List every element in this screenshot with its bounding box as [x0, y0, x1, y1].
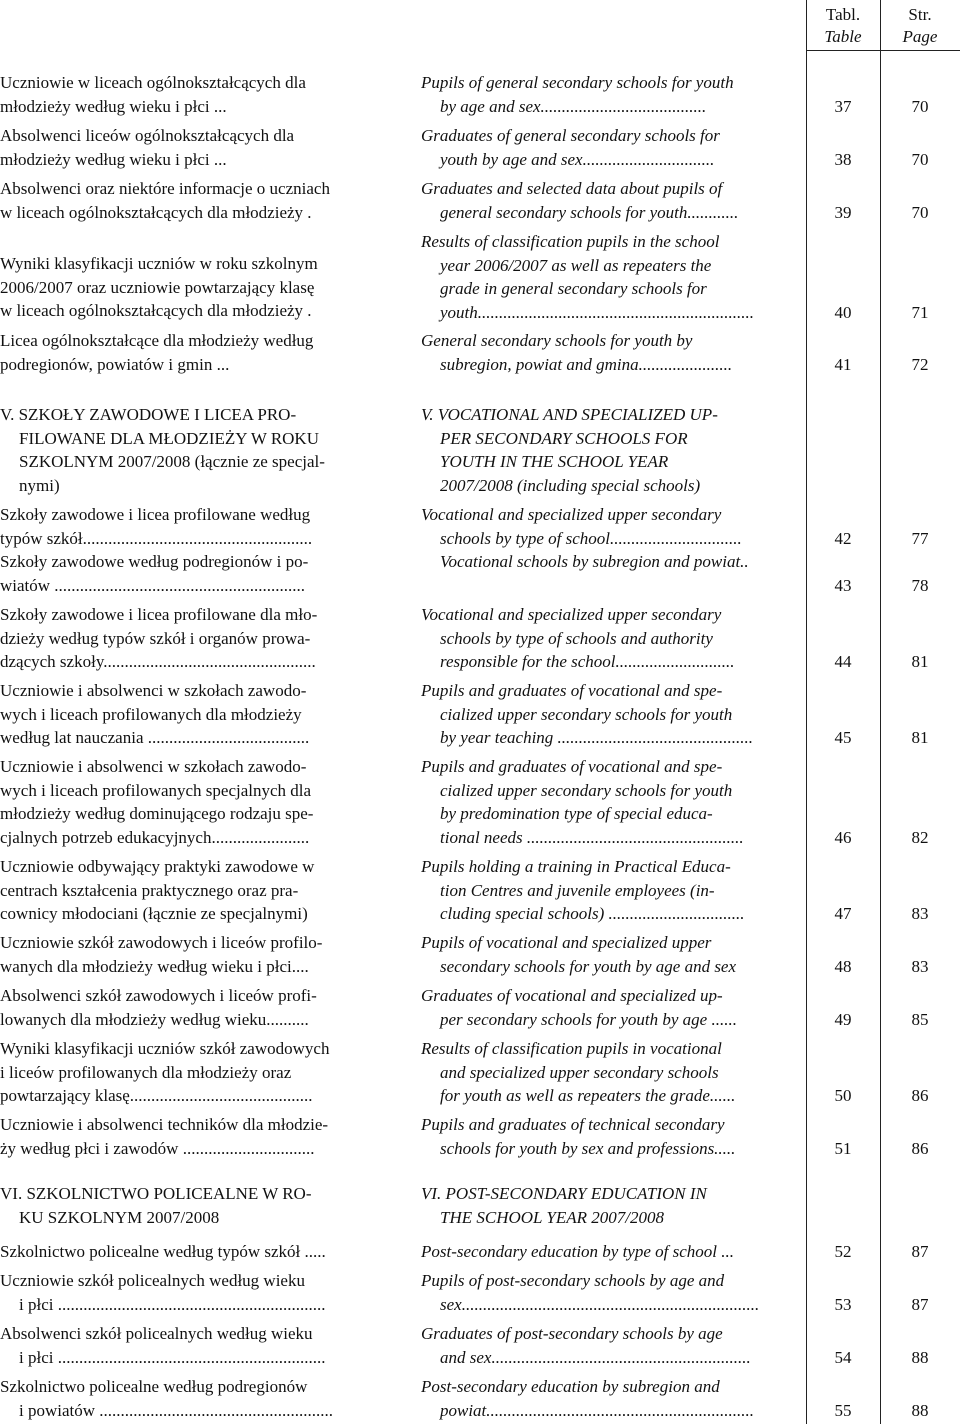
- entry-title-en: [421, 603, 801, 674]
- entry-title-pl-line: Uczniowie i absolwenci w szkołach zawodo-: [0, 681, 307, 700]
- entry-title-en-line: tional needs ...................................................: [440, 827, 744, 847]
- entry-title-en: [421, 71, 801, 118]
- entry-title-en-line: subregion, powiat and gmina......................: [440, 354, 733, 374]
- entry-title-en-line: schools by type of schools and authority: [440, 628, 713, 648]
- entry-title-pl-line: Uczniowie w liceach ogólnokształcących dla: [0, 73, 306, 92]
- page-label: Page: [902, 27, 938, 46]
- page-number[interactable]: 86: [911, 1086, 929, 1105]
- entry-title-en: [421, 931, 801, 978]
- entry-title-en-line: year 2006/2007 as well as repeaters the: [440, 255, 712, 275]
- entry-title-pl: [0, 1240, 392, 1264]
- entry-title-en-line: cialized upper secondary schools for youth: [440, 780, 733, 800]
- page-number[interactable]: 87: [911, 1294, 929, 1314]
- entry-title-en-line: secondary schools for youth by age and sex: [440, 956, 737, 976]
- table-number: 46: [834, 827, 852, 847]
- page-number[interactable]: 70: [911, 202, 929, 222]
- entry-title-en-line: Pupils and graduates of technical secondary: [421, 1115, 725, 1134]
- entry-title-en-line: powiat...............................................................: [440, 1400, 755, 1420]
- table-number: 53: [834, 1294, 852, 1314]
- entry-title-pl: [0, 603, 392, 674]
- header-rule: [806, 50, 960, 51]
- entry-title-en: [421, 855, 801, 926]
- entry-title-en-line: Graduates of vocational and specialized up-: [421, 986, 723, 1005]
- entry-title-pl-line: 2006/2007 oraz uczniowie powtarzający klasę: [0, 277, 315, 297]
- entry-title-pl: [0, 984, 392, 1031]
- entry-title-pl-line: dzących szkoły..................................................: [0, 652, 316, 671]
- entry-title-en-line: per secondary schools for youth by age ......: [440, 1009, 737, 1029]
- page-number[interactable]: 82: [911, 827, 929, 847]
- page-number[interactable]: 83: [911, 956, 929, 976]
- page-number[interactable]: 87: [911, 1242, 929, 1261]
- entry-title-pl-line: w liceach ogólnokształcących dla młodzieży .: [0, 301, 312, 320]
- table-number: 42: [834, 528, 852, 548]
- entry-title-pl-line: młodzieży według wieku i płci ...: [0, 96, 227, 116]
- entry-title-en-line: by predomination type of special educa-: [440, 804, 713, 823]
- section-title-pl-line: KU SZKOLNYM 2007/2008: [19, 1207, 220, 1227]
- table-number: 55: [834, 1400, 852, 1420]
- table-number: 39: [834, 202, 852, 222]
- entry-title-en-line: for youth as well as repeaters the grade......: [440, 1086, 736, 1105]
- table-column-header: [806, 4, 880, 48]
- page-number[interactable]: 88: [911, 1347, 929, 1367]
- entry-title-en-line: Post-secondary education by subregion and: [421, 1377, 720, 1396]
- entry-title-pl: [0, 1322, 392, 1369]
- entry-title-en-line: cluding special schools) ................................: [440, 904, 745, 923]
- table-number: 43: [834, 575, 852, 595]
- entry-title-pl-line: wanych dla młodzieży według wieku i płci....: [0, 956, 309, 976]
- page-number[interactable]: 83: [911, 904, 929, 923]
- entry-title-pl-line: wiatów ...........................................................: [0, 575, 306, 595]
- entry-title-pl: [0, 1375, 392, 1422]
- entry-title-pl-line: cjalnych potrzeb edukacyjnych.......................: [0, 827, 310, 847]
- entry-title-en-line: sex......................................................................: [440, 1294, 760, 1314]
- section-title-en: [421, 1182, 801, 1229]
- section-title-en-line: PER SECONDARY SCHOOLS FOR: [440, 428, 688, 448]
- table-number: 38: [834, 149, 852, 169]
- table-number: 37: [834, 96, 852, 116]
- entry-title-en-line: Results of classification pupils in vocational: [421, 1039, 722, 1058]
- page-number[interactable]: 85: [911, 1009, 929, 1029]
- entry-title-en-line: general secondary schools for youth............: [440, 202, 739, 222]
- entry-title-pl-line: cownicy młodociani (łącznie ze specjalnymi): [0, 904, 308, 923]
- entry-title-en-line: grade in general secondary schools for: [440, 279, 707, 298]
- entry-title-pl-line: i płci ...............................................................: [19, 1294, 326, 1314]
- section-title-pl-line: nymi): [19, 475, 60, 495]
- page-number[interactable]: 81: [911, 728, 929, 747]
- entry-title-en-line: General secondary schools for youth by: [421, 331, 693, 350]
- page-number[interactable]: 70: [911, 96, 929, 116]
- section-title-en-line: THE SCHOOL YEAR 2007/2008: [440, 1207, 665, 1227]
- entry-title-pl-line: lowanych dla młodzieży według wieku..........: [0, 1009, 309, 1029]
- entry-title-pl: [0, 931, 392, 978]
- entry-title-en: [421, 329, 801, 376]
- page-number[interactable]: 88: [911, 1400, 929, 1420]
- table-label: Table: [824, 27, 862, 46]
- entry-title-en-line: Vocational and specialized upper secondary: [421, 605, 722, 624]
- table-number: 52: [834, 1242, 852, 1261]
- entry-title-en-line: Graduates of post-secondary schools by age: [421, 1324, 723, 1343]
- entry-title-pl-line: Szkolnictwo policealne według typów szkół .....: [0, 1242, 326, 1261]
- entry-title-pl: [0, 855, 392, 926]
- page-number[interactable]: 71: [911, 302, 929, 322]
- str-label: Str.: [908, 5, 932, 24]
- entry-title-pl-line: wych i liceach profilowanych dla młodzieży: [0, 704, 302, 724]
- entry-title-en-line: Pupils holding a training in Practical Educa-: [421, 857, 731, 876]
- entry-title-pl-line: Absolwenci liceów ogólnokształcących dla: [0, 126, 295, 145]
- table-number: 50: [834, 1086, 852, 1105]
- section-title-en-line: YOUTH IN THE SCHOOL YEAR: [440, 452, 669, 471]
- section-title-pl-line: FILOWANE DLA MŁODZIEŻY W ROKU: [19, 428, 319, 448]
- entry-title-en-line: youth.................................................................: [440, 302, 755, 322]
- section-title-pl: [0, 1182, 392, 1229]
- entry-title-en: [421, 550, 801, 574]
- table-number: 40: [834, 302, 852, 322]
- entry-title-en-line: and specialized upper secondary schools: [440, 1062, 719, 1082]
- entry-title-pl-line: Uczniowie szkół policealnych według wieku: [0, 1271, 305, 1290]
- entry-title-en-line: Pupils of post-secondary schools by age and: [421, 1271, 725, 1290]
- entry-title-pl: [0, 1113, 392, 1160]
- entry-title-en: [421, 177, 801, 224]
- entry-title-en: [421, 755, 801, 849]
- entry-title-pl: [0, 755, 392, 849]
- entry-title-pl-line: Licea ogólnokształcące dla młodzieży według: [0, 331, 314, 350]
- table-number: 47: [834, 904, 852, 923]
- page-number[interactable]: 72: [911, 354, 929, 374]
- entry-title-pl-line: młodzieży według wieku i płci ...: [0, 149, 227, 169]
- section-title-pl-line: VI. SZKOLNICTWO POLICEALNE W RO-: [0, 1184, 312, 1203]
- entry-title-pl-line: dzieży według typów szkół i organów prowa-: [0, 628, 311, 648]
- table-number: 49: [834, 1009, 852, 1029]
- entry-title-en: [421, 1037, 801, 1108]
- entry-title-pl: [0, 124, 392, 171]
- entry-title-en-line: Results of classification pupils in the school: [421, 232, 720, 251]
- page-number[interactable]: 78: [911, 575, 929, 595]
- entry-title-en-line: youth by age and sex...............................: [440, 149, 715, 169]
- entry-title-en: [421, 1269, 801, 1316]
- entry-title-en: [421, 1240, 801, 1264]
- entry-title-pl-line: i liceów profilowanych dla młodzieży oraz: [0, 1062, 292, 1082]
- entry-title-pl: [0, 1037, 392, 1108]
- entry-title-en-line: tion Centres and juvenile employees (in-: [440, 880, 715, 900]
- entry-title-pl-line: Absolwenci szkół policealnych według wieku: [0, 1324, 313, 1343]
- entry-title-pl-line: Wyniki klasyfikacji uczniów szkół zawodowych: [0, 1039, 330, 1058]
- entry-title-en: [421, 1375, 801, 1422]
- section-title-pl-line: SZKOLNYM 2007/2008 (łącznie ze specjal-: [19, 452, 325, 471]
- entry-title-pl: [0, 329, 392, 376]
- entry-title-en-line: responsible for the school............................: [440, 652, 735, 671]
- entry-title-en: [421, 124, 801, 171]
- entry-title-en-line: and sex.............................................................: [440, 1347, 751, 1367]
- entry-title-pl: [0, 679, 392, 750]
- entry-title-pl-line: centrach kształcenia praktycznego oraz pra-: [0, 880, 299, 900]
- entry-title-en-line: Pupils of general secondary schools for youth: [421, 73, 734, 92]
- entry-title-pl-line: Absolwenci oraz niektóre informacje o uczniach: [0, 179, 330, 198]
- table-number: 51: [834, 1138, 852, 1158]
- entry-title-en-line: cialized upper secondary schools for youth: [440, 704, 733, 724]
- entry-title-en-line: Graduates of general secondary schools for: [421, 126, 720, 145]
- entry-title-en-line: Pupils and graduates of vocational and spe-: [421, 757, 723, 776]
- entry-title-en-line: schools by type of school...............................: [440, 528, 742, 548]
- entry-title-en: [421, 1322, 801, 1369]
- entry-title-pl-line: i płci ...............................................................: [19, 1347, 326, 1367]
- entry-title-pl-line: w liceach ogólnokształcących dla młodzieży .: [0, 202, 312, 222]
- page-number[interactable]: 70: [911, 149, 929, 169]
- entry-title-pl-line: powtarzający klasę...........................................: [0, 1086, 313, 1105]
- entry-title-pl: [0, 1269, 392, 1316]
- entry-title-pl-line: Wyniki klasyfikacji uczniów w roku szkolnym: [0, 254, 318, 273]
- entry-title-pl: [0, 550, 392, 597]
- entry-title-en-line: Post-secondary education by type of school ...: [421, 1242, 735, 1261]
- entry-title-en-line: Vocational schools by subregion and powiat..: [440, 552, 749, 571]
- page-column-header: [880, 4, 960, 48]
- entry-title-pl-line: Szkoły zawodowe i licea profilowane dla mło-: [0, 605, 318, 624]
- entry-title-pl-line: Uczniowie szkół zawodowych i liceów profilo-: [0, 933, 323, 952]
- entry-title-pl-line: podregionów, powiatów i gmin ...: [0, 354, 230, 374]
- entry-title-en-line: Graduates and selected data about pupils of: [421, 179, 723, 198]
- entry-title-pl-line: typów szkół......................................................: [0, 528, 313, 548]
- table-number: 41: [834, 354, 852, 374]
- entry-title-pl: [0, 503, 392, 550]
- entry-title-pl-line: Absolwenci szkół zawodowych i liceów profi-: [0, 986, 317, 1005]
- table-number: 44: [834, 652, 852, 671]
- section-title-en-line: V. VOCATIONAL AND SPECIALIZED UP-: [421, 405, 718, 424]
- entry-title-pl-line: Szkoły zawodowe według podregionów i po-: [0, 552, 309, 571]
- entry-title-pl-line: i powiatów .......................................................: [19, 1400, 334, 1420]
- page-number[interactable]: 77: [911, 528, 929, 548]
- entry-title-en: [421, 679, 801, 750]
- entry-title-en-line: schools for youth by sex and professions.....: [440, 1138, 736, 1158]
- table-number: 48: [834, 956, 852, 976]
- entry-title-pl-line: Szkolnictwo policealne według podregionów: [0, 1377, 308, 1396]
- entry-title-pl: [0, 252, 392, 323]
- entry-title-pl-line: Szkoły zawodowe i licea profilowane według: [0, 505, 311, 524]
- section-title-pl-line: V. SZKOŁY ZAWODOWE I LICEA PRO-: [0, 405, 297, 424]
- entry-title-en: [421, 1113, 801, 1160]
- entry-title-pl-line: młodzieży według dominującego rodzaju spe-: [0, 804, 314, 823]
- entry-title-pl-line: ży według płci i zawodów ...............................: [0, 1138, 315, 1158]
- entry-title-en-line: Vocational and specialized upper secondary: [421, 505, 722, 524]
- page-number[interactable]: 86: [911, 1138, 929, 1158]
- section-title-en-line: VI. POST-SECONDARY EDUCATION IN: [421, 1184, 707, 1203]
- entry-title-pl-line: Uczniowie odbywający praktyki zawodowe w: [0, 857, 315, 876]
- entry-title-pl: [0, 71, 392, 118]
- entry-title-pl-line: wych i liceach profilowanych specjalnych dla: [0, 780, 312, 800]
- entry-title-pl: [0, 177, 392, 224]
- entry-title-en-line: by age and sex.......................................: [440, 96, 707, 116]
- entry-title-pl-line: Uczniowie i absolwenci techników dla młodzie-: [0, 1115, 329, 1134]
- section-title-pl: [0, 403, 392, 497]
- entry-title-en-line: Pupils of vocational and specialized upper: [421, 933, 712, 952]
- section-title-en: [421, 403, 801, 497]
- entry-title-pl-line: Uczniowie i absolwenci w szkołach zawodo-: [0, 757, 307, 776]
- page-number[interactable]: 81: [911, 652, 929, 671]
- tabl-label: Tabl.: [825, 5, 861, 24]
- entry-title-en-line: by year teaching ..............................................: [440, 728, 754, 747]
- entry-title-en: [421, 984, 801, 1031]
- entry-title-en: [421, 503, 801, 550]
- section-title-en-line: 2007/2008 (including special schools): [440, 475, 701, 495]
- table-number: 45: [834, 728, 852, 747]
- entry-title-en-line: Pupils and graduates of vocational and spe-: [421, 681, 723, 700]
- table-number: 54: [834, 1347, 852, 1367]
- entry-title-pl-line: według lat nauczania ......................................: [0, 728, 310, 747]
- entry-title-en: [421, 230, 801, 324]
